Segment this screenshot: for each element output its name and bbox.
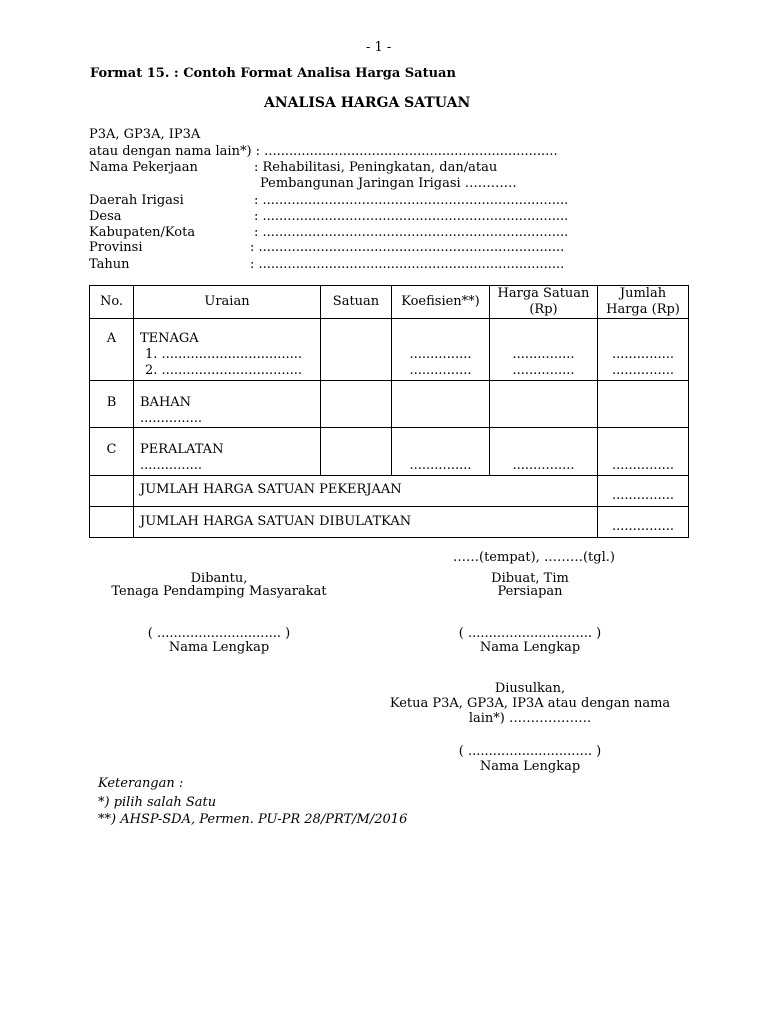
note-2: **) AHSP-SDA, Permen. PU-PR 28/PRT/M/2016 (98, 812, 408, 827)
total-2-blank (90, 507, 134, 538)
table-row-bahan (90, 381, 689, 428)
proposer-role-3: lain*) ………………. (468, 711, 592, 726)
row-c-uraian (134, 428, 321, 476)
row-a-uraian (134, 319, 321, 381)
total-2-value: ............... (598, 507, 689, 538)
provinsi-label: Provinsi (89, 240, 143, 255)
row-a-item-1: 1. .................................. (145, 347, 303, 362)
total-1-label: JUMLAH HARGA SATUAN PEKERJAAN (134, 476, 598, 507)
tahun-label: Tahun (89, 257, 130, 272)
total-1-blank (90, 476, 134, 507)
document-title: ANALISA HARGA SATUAN (264, 95, 471, 111)
place-date-text: ……(tempat), ………(tgl.) (453, 550, 615, 565)
header-jumlah-harga: Jumlah Harga (Rp) (598, 286, 689, 319)
row-a-item-2: 2. .................................. (145, 363, 303, 378)
proposer-role-2: Ketua P3A, GP3A, IP3A atau dengan nama (389, 696, 671, 711)
header-koefisien: Koefisien**) (392, 286, 490, 319)
note-1: *) pilih salah Satu (98, 795, 217, 810)
row-b-jumlah (598, 381, 689, 428)
format-line: Format 15. : Contoh Format Analisa Harga Satuan (90, 66, 456, 81)
proposer-name-blank: ( .............................. ) (458, 744, 602, 759)
left-role-1: Dibantu, (190, 571, 248, 586)
row-a-jumlah-2: ............... (612, 363, 674, 378)
row-c-title: PERALATAN (140, 442, 224, 457)
row-a-koefisien (392, 319, 490, 381)
row-a-koef-2: ............... (409, 363, 472, 378)
row-c-item: ............... (140, 458, 202, 473)
desa-label: Desa (89, 209, 122, 224)
desa-value: : .......................................................................... (254, 209, 569, 224)
page-number: - 1 - (366, 40, 392, 55)
nama-pekerjaan-value-1: : Rehabilitasi, Peningkatan, dan/atau (254, 160, 498, 175)
row-b-uraian (134, 381, 321, 428)
total-2-label: JUMLAH HARGA SATUAN DIBULATKAN (134, 507, 598, 538)
left-name-label: Nama Lengkap (168, 640, 270, 655)
header-satuan: Satuan (321, 286, 392, 319)
nama-pekerjaan-value-2: Pembangunan Jaringan Irigasi ………… (260, 176, 517, 191)
right-role-1: Dibuat, Tim (491, 571, 569, 586)
table-header-row (90, 286, 689, 319)
daerah-irigasi-value: : .......................................................................... (254, 193, 569, 208)
table-row-tenaga (90, 319, 689, 381)
row-a-harga-1: ............... (512, 347, 575, 362)
right-name-label: Nama Lengkap (479, 640, 581, 655)
right-role-2: Persiapan (497, 584, 563, 599)
row-b-harga (490, 381, 598, 428)
daerah-irigasi-label: Daerah Irigasi (89, 193, 184, 208)
row-c-koefisien: ............... (392, 428, 490, 476)
row-a-jumlah (598, 319, 689, 381)
row-a-harga-2: ............... (512, 363, 575, 378)
row-b-no: B (90, 381, 134, 428)
right-name-blank: ( .............................. ) (458, 626, 602, 641)
row-a-koef-1: ............... (409, 347, 472, 362)
row-b-koefisien (392, 381, 490, 428)
total-1-value: ............... (598, 476, 689, 507)
row-a-no: A (90, 319, 134, 381)
left-name-blank: ( .............................. ) (147, 626, 291, 641)
row-a-satuan (321, 319, 392, 381)
row-b-title: BAHAN (140, 395, 192, 410)
row-a-harga (490, 319, 598, 381)
table-row-total-pekerjaan (90, 476, 689, 507)
nama-pekerjaan-label: Nama Pekerjaan (89, 160, 198, 175)
row-c-no: C (90, 428, 134, 476)
row-c-satuan (321, 428, 392, 476)
row-c-harga: ............... (490, 428, 598, 476)
row-a-title: TENAGA (140, 331, 199, 346)
proposer-role-1: Diusulkan, (494, 681, 566, 696)
header-harga-satuan: Harga Satuan (Rp) (490, 286, 598, 319)
row-c-jumlah: ............... (598, 428, 689, 476)
proposer-name-label: Nama Lengkap (479, 759, 581, 774)
row-b-item: ............... (140, 411, 202, 426)
table-row-total-dibulatkan (90, 507, 689, 538)
header-uraian: Uraian (134, 286, 321, 319)
org-line-1: P3A, GP3A, IP3A (89, 127, 201, 142)
place-date (453, 550, 615, 566)
provinsi-value: : .......................................................................... (250, 240, 565, 255)
header-no: No. (90, 286, 134, 319)
tahun-value: : .......................................................................... (250, 257, 565, 272)
notes-title: Keterangan : (98, 776, 184, 791)
left-role-2: Tenaga Pendamping Masyarakat (111, 584, 327, 599)
kabupaten-value: : .......................................................................... (254, 225, 569, 240)
row-b-satuan (321, 381, 392, 428)
analysis-table (89, 285, 689, 538)
row-a-jumlah-1: ............... (612, 347, 674, 362)
org-line-2: atau dengan nama lain*) : ....................................................................... (89, 144, 558, 159)
kabupaten-label: Kabupaten/Kota (89, 225, 196, 240)
table-row-peralatan (90, 428, 689, 476)
